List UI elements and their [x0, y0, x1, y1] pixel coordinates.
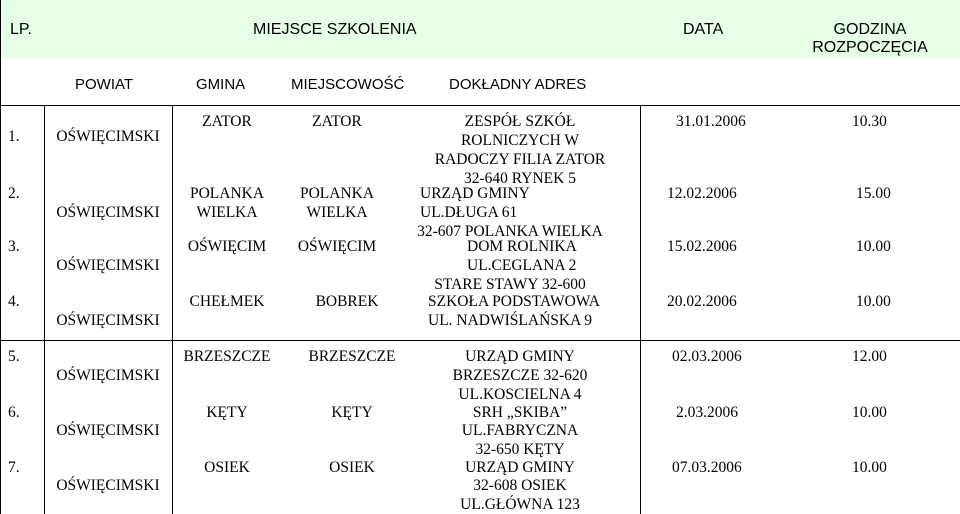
subheader-adres: DOKŁADNY ADRES [449, 76, 587, 93]
header-lp: LP. [10, 21, 32, 38]
header-godzina-line2: ROZPOCZĘCIA [812, 39, 928, 56]
row-powiat: OŚWIĘCIMSKI [56, 204, 160, 221]
row-powiat: OŚWIĘCIMSKI [56, 477, 160, 494]
row-data: 20.02.2006 [667, 293, 737, 310]
subheader-miejscowosc: MIEJSCOWOŚĆ [291, 76, 405, 93]
row-lp: 6. [8, 404, 20, 421]
row-data: 07.03.2006 [672, 459, 742, 476]
row-adres-line: 32-650 KĘTY [475, 441, 565, 458]
row-powiat: OŚWIĘCIMSKI [56, 128, 160, 145]
row-adres-line: UL.DŁUGA 61 [420, 204, 518, 221]
row-powiat: OŚWIĘCIMSKI [56, 367, 160, 384]
row-powiat: OŚWIĘCIMSKI [56, 257, 160, 274]
row-miejscowosc: BRZESZCZE [308, 348, 396, 365]
table-subheader-row [0, 58, 960, 106]
row-godzina: 10.00 [852, 404, 887, 421]
row-adres-line: URZĄD GMINY [465, 348, 575, 365]
divider [0, 105, 960, 106]
row-adres-line: 32-607 POLANKA WIELKA [417, 223, 603, 240]
row-adres-line: URZĄD GMINY [420, 185, 530, 202]
subheader-powiat: POWIAT [75, 76, 134, 93]
row-adres-line: UL.FABRYCZNA [461, 422, 579, 439]
row-godzina: 15.00 [856, 185, 891, 202]
row-data: 02.03.2006 [672, 348, 742, 365]
row-miejscowosc: BOBREK [315, 293, 379, 310]
row-adres-line: UL.GŁÓWNA 123 [460, 496, 580, 513]
row-adres-line: RADOCZY FILIA ZATOR [434, 151, 606, 168]
header-data: DATA [683, 21, 724, 38]
divider [0, 0, 1, 514]
row-godzina: 10.00 [856, 238, 891, 255]
row-gmina-line: POLANKA [189, 185, 265, 202]
row-adres-line: STARE STAWY 32-600 [434, 276, 586, 293]
row-adres-line: SRH „SKIBA” [472, 404, 568, 421]
row-miejscowosc-line: POLANKA [299, 185, 375, 202]
row-adres-line: UL. NADWIŚLAŃSKA 9 [428, 312, 593, 329]
row-lp: 7. [8, 459, 20, 476]
row-miejscowosc: OŚWIĘCIM [297, 238, 377, 255]
table-header-row [0, 0, 960, 58]
divider [44, 105, 45, 514]
row-lp: 5. [8, 348, 20, 365]
row-powiat: OŚWIĘCIMSKI [56, 312, 160, 329]
row-adres-line: SZKOŁA PODSTAWOWA [428, 293, 600, 310]
header-miejsce: MIEJSCE SZKOLENIA [253, 21, 417, 38]
row-lp: 3. [8, 238, 20, 255]
row-godzina: 10.00 [852, 459, 887, 476]
row-miejscowosc-line: WIELKA [306, 204, 368, 221]
row-lp: 1. [8, 128, 20, 145]
row-adres-line: UL.CEGLANA 2 [467, 257, 577, 274]
row-adres-line: 32-640 RYNEK 5 [464, 170, 576, 187]
row-miejscowosc: KĘTY [331, 404, 373, 421]
row-data: 15.02.2006 [667, 238, 737, 255]
row-adres-line: DOM ROLNIKA [467, 238, 577, 255]
row-adres-line: UL.KOSCIELNA 4 [458, 386, 582, 403]
divider [640, 105, 641, 514]
row-godzina: 12.00 [852, 348, 887, 365]
row-gmina: KĘTY [206, 404, 248, 421]
row-powiat: OŚWIĘCIMSKI [56, 422, 160, 439]
row-lp: 4. [8, 293, 20, 310]
row-gmina: ZATOR [202, 113, 252, 130]
row-data: 31.01.2006 [676, 113, 746, 130]
header-godzina-line1: GODZINA [833, 21, 907, 38]
row-adres-line: URZĄD GMINY [465, 459, 575, 476]
subheader-gmina: GMINA [196, 76, 246, 93]
row-gmina: OSIEK [204, 459, 250, 476]
row-godzina: 10.00 [856, 293, 891, 310]
divider [0, 340, 960, 341]
row-adres-line: ZESPÓŁ SZKÓŁ [464, 113, 576, 130]
row-adres-line: 32-608 OSIEK [473, 477, 567, 494]
row-gmina: OŚWIĘCIM [187, 238, 267, 255]
row-lp: 2. [8, 185, 20, 202]
row-gmina: BRZESZCZE [183, 348, 271, 365]
row-miejscowosc: ZATOR [312, 113, 362, 130]
row-godzina: 10.30 [852, 113, 887, 130]
row-miejscowosc: OSIEK [329, 459, 375, 476]
row-gmina-line: WIELKA [196, 204, 258, 221]
row-adres-line: BRZESZCZE 32-620 [452, 367, 588, 384]
row-data: 12.02.2006 [667, 185, 737, 202]
row-data: 2.03.2006 [676, 404, 738, 421]
row-adres-line: ROLNICZYCH W [460, 132, 580, 149]
row-gmina: CHEŁMEK [189, 293, 265, 310]
